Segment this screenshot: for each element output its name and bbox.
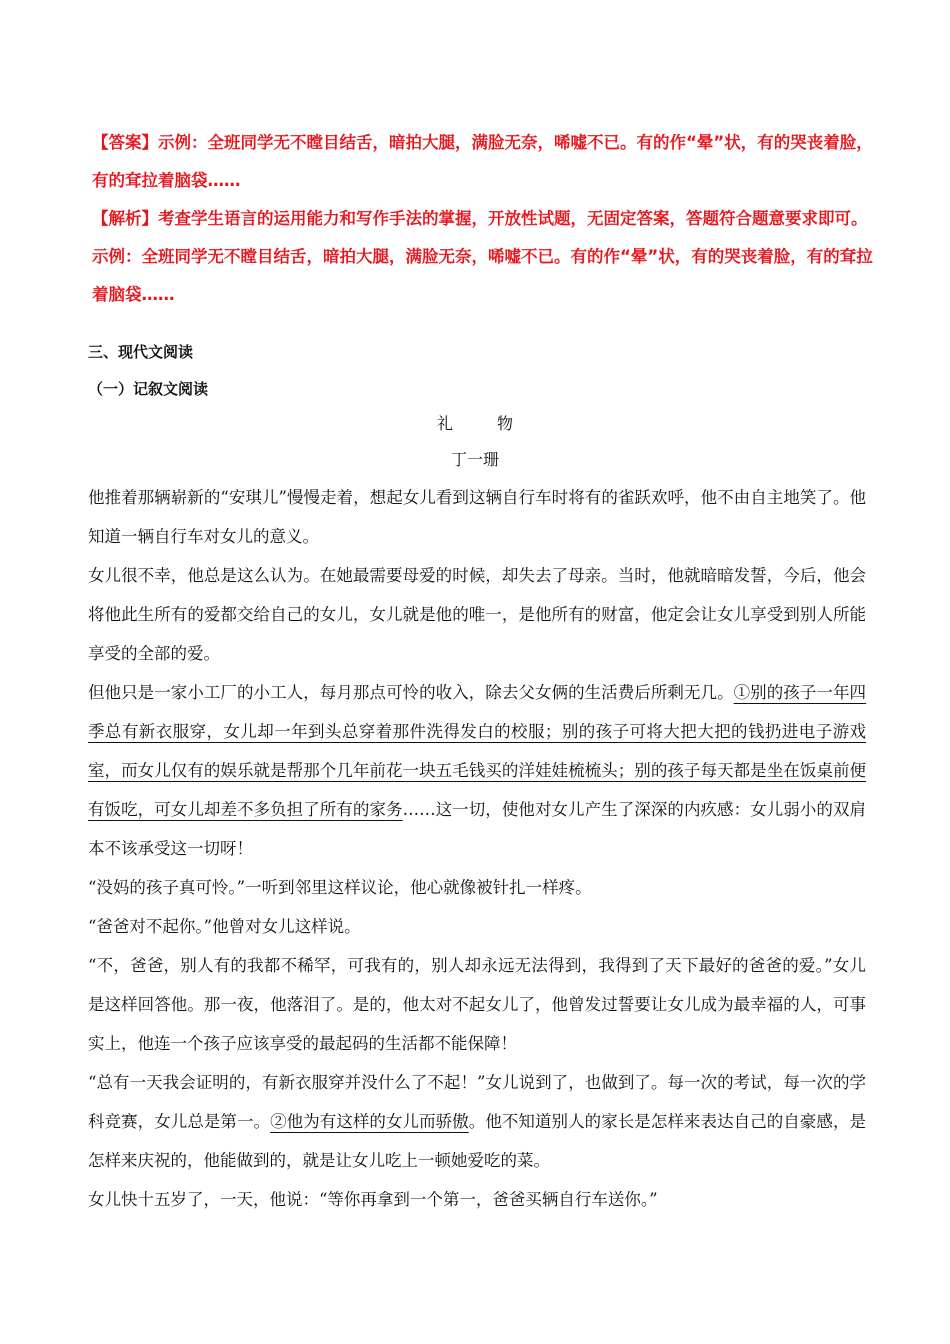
paragraph-7-intro: “总有一天我会证明的，有新衣服穿并没什么了不起！”女儿说到了，也做到了。每一次的考试，每一次的学科竞赛，女儿总是第一。 xyxy=(88,1073,866,1131)
analysis-tag: 【解析】 xyxy=(92,209,158,228)
analysis-text: 考查学生语言的运用能力和写作手法的掌握，开放性试题，无固定答案，答题符合题意要求即可。示例：全班同学无不瞠目结舌，暗拍大腿，满脸无奈，唏嘘不已。有的作“晕”状，有的哭丧着脸，有的耷拉着脑袋…… xyxy=(92,209,873,304)
section-heading: 三、现代文阅读 xyxy=(88,343,194,361)
article-body xyxy=(88,478,866,1219)
answer-block xyxy=(92,124,882,314)
paragraph-7 xyxy=(88,1063,866,1180)
paragraph-3 xyxy=(88,673,866,868)
paragraph-1: 他推着那辆崭新的“安琪儿”慢慢走着，想起女儿看到这辆自行车时将有的雀跃欢呼，他不由自主地笑了。他知道一辆自行车对女儿的意义。 xyxy=(88,488,866,546)
article-author: 丁一珊 xyxy=(450,450,499,469)
paragraph-3-intro: 但他只是一家小工厂的小工人，每月那点可怜的收入，除去父女俩的生活费后所剩无几。 xyxy=(88,683,734,702)
paragraph-4: “没妈的孩子真可怜。”一听到邻里这样议论，他心就像被针扎一样疼。 xyxy=(88,878,592,897)
article-title: 礼物 xyxy=(436,414,557,433)
paragraph-2: 女儿很不幸，他总是这么认为。在她最需要母爱的时候，却失去了母亲。当时，他就暗暗发誓，今后，他会将他此生所有的爱都交给自己的女儿，女儿就是他的唯一，是他所有的财富，他定会让女儿享受到别人所能享受的全部的爱。 xyxy=(88,566,866,663)
underlined-sentence-1: ①别的孩子一年四季总有新衣服穿，女儿却一年到头总穿着那件洗得发白的校服；别的孩子可将大把大把的钱扔进电子游戏室，而女儿仅有的娱乐就是帮那个几年前花一块五毛钱买的洋娃娃梳梳头；别的孩子每天都是坐在饭桌前便有饭吃，可女儿却差不多负担了所有的家务 xyxy=(88,683,867,819)
paragraph-8: 女儿快十五岁了，一天，他说：“等你再拿到一个第一，爸爸买辆自行车送你。” xyxy=(88,1190,658,1209)
section-subheading: （一）记叙文阅读 xyxy=(88,380,209,398)
answer-text: 示例：全班同学无不瞠目结舌，暗拍大腿，满脸无奈，唏嘘不已。有的作“晕”状，有的哭丧着脸，有的耷拉着脑袋…… xyxy=(92,133,873,190)
analysis-paragraph xyxy=(92,200,882,314)
underlined-sentence-2: ②他为有这样的女儿而骄傲 xyxy=(270,1112,469,1131)
answer-paragraph xyxy=(92,124,882,200)
paragraph-3-end: ……这一切，使他对女儿产生了深深的内疚感：女儿弱小的双肩本不该承受这一切呀！ xyxy=(88,800,867,858)
paragraph-7-end: 。他不知道别人的家长是怎样来表达自己的自豪感，是怎样来庆祝的，他能做到的，就是让女儿吃上一顿她爱吃的菜。 xyxy=(88,1112,867,1170)
answer-tag: 【答案】 xyxy=(92,133,158,152)
paragraph-5: “爸爸对不起你。”他曾对女儿这样说。 xyxy=(88,917,361,936)
paragraph-6: “不，爸爸，别人有的我都不稀罕，可我有的，别人却永远无法得到，我得到了天下最好的爸爸的爱。”女儿是这样回答他。那一夜，他落泪了。是的，他太对不起女儿了，他曾发过誓要让女儿成为最幸福的人，可事实上，他连一个孩子应该享受的最起码的生活都不能保障！ xyxy=(88,956,866,1053)
